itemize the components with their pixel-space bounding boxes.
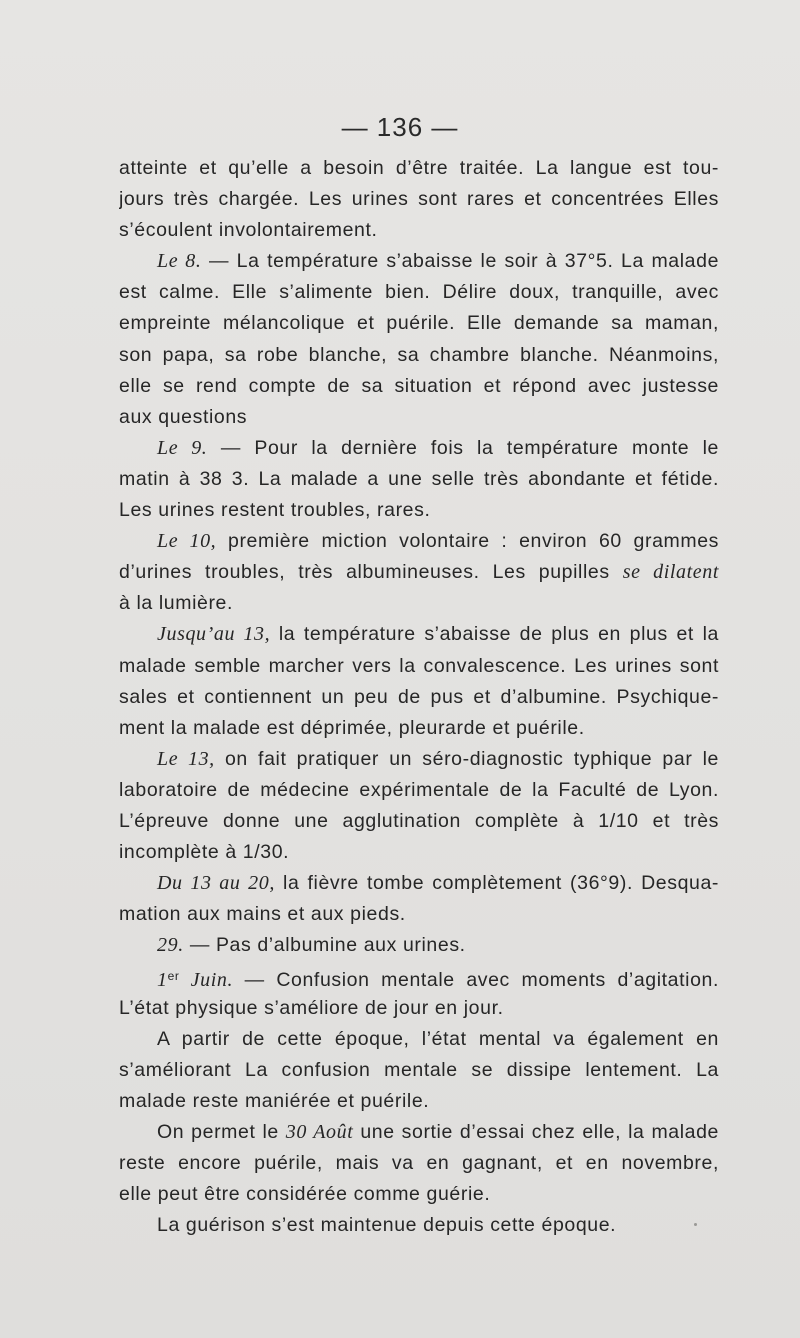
text-line <box>119 495 719 526</box>
text-segment: s’écoulent involontairement. <box>119 219 378 242</box>
italic-date: Le 10, <box>157 530 217 553</box>
text-segment: malade semble marcher vers la convalescence. Les urines sont <box>119 654 719 677</box>
text-line <box>119 308 719 339</box>
text-line <box>119 277 719 308</box>
text-segment: première miction volontaire : environ 60 grammes <box>216 530 719 553</box>
text-line <box>119 806 719 837</box>
text-line <box>119 340 719 371</box>
text-segment: — La température s’abaisse le soir à 37°5. La malade <box>201 250 719 273</box>
paper-speck <box>694 1223 697 1226</box>
page-number: — 136 — <box>341 112 459 142</box>
text-segment: La guérison s’est maintenue depuis cette époque. <box>157 1214 617 1237</box>
italic-date: Le 8. <box>157 250 202 273</box>
italic-date: Juin. <box>179 969 234 992</box>
text-line <box>119 588 719 619</box>
text-segment: atteinte et qu’elle a besoin d’être traitée. La langue est tou- <box>119 157 719 179</box>
text-segment: elle peut être considérée comme guérie. <box>119 1183 491 1206</box>
text-line <box>119 775 719 806</box>
text-segment: jours très chargée. Les urines sont rares et concentrées Elles <box>119 188 719 211</box>
text-line <box>119 1179 719 1210</box>
text-line <box>119 713 719 744</box>
text-segment: son papa, sa robe blanche, sa chambre blanche. Néanmoins, <box>119 343 719 366</box>
italic-date: 30 Août <box>285 1120 354 1143</box>
text-line <box>119 993 719 1024</box>
text-line <box>119 557 719 588</box>
text-line <box>119 184 719 215</box>
text-segment: à la lumière. <box>119 592 234 615</box>
text-segment: laboratoire de médecine expérimentale de la Faculté de Lyon. <box>119 778 719 801</box>
text-segment: elle se rend compte de sa situation et répond avec justesse <box>119 374 719 397</box>
italic-date: Jusqu’au 13, <box>157 623 271 646</box>
text-segment: — Pour la dernière fois la température monte le <box>207 436 719 459</box>
text-line <box>119 371 719 402</box>
text-line <box>119 961 719 992</box>
text-line <box>119 153 719 184</box>
italic-date: 29. <box>157 934 184 957</box>
text-line <box>119 464 719 495</box>
text-segment: On permet le <box>157 1120 286 1143</box>
text-segment: s’améliorant La confusion mentale se dissipe lentement. La <box>119 1058 719 1081</box>
text-line <box>119 619 719 650</box>
italic-date: 1 <box>157 969 168 992</box>
text-line <box>119 744 719 775</box>
text-segment: reste encore puérile, mais va en gagnant, et en novembre, <box>119 1152 719 1174</box>
text-segment: incomplète à 1/30. <box>119 841 290 864</box>
text-line <box>119 868 719 899</box>
text-line <box>119 402 719 433</box>
text-line <box>119 1117 719 1148</box>
text-segment: A partir de cette époque, l’état mental va également en <box>157 1027 719 1050</box>
text-segment: empreinte mélancolique et puérile. Elle demande sa maman, <box>119 312 719 335</box>
text-line <box>119 246 719 277</box>
italic-date: Le 9. <box>157 436 208 459</box>
italic-date: Du 13 au 20, <box>157 872 275 895</box>
text-segment: — Pas d’albumine aux urines. <box>183 934 466 957</box>
text-line <box>119 837 719 868</box>
text-segment: matin à 38 3. La malade a une selle très abondante et fétide. <box>119 467 719 490</box>
text-line <box>119 1086 719 1117</box>
text-segment: aux questions <box>119 405 248 428</box>
text-line <box>119 1210 719 1241</box>
italic-date: se dilatent <box>622 561 719 584</box>
text-line <box>119 526 719 557</box>
text-segment: une sortie d’essai chez elle, la malade <box>353 1120 719 1143</box>
text-line <box>119 1024 719 1055</box>
text-line <box>119 215 719 246</box>
text-segment: est calme. Elle s’alimente bien. Délire doux, tranquille, avec <box>119 281 719 304</box>
text-line <box>119 433 719 464</box>
text-segment: mation aux mains et aux pieds. <box>119 903 406 926</box>
text-line <box>119 682 719 713</box>
italic-date: Le 13, <box>157 747 215 770</box>
text-segment: — Confusion mentale avec moments d’agitation. <box>233 969 719 992</box>
text-segment: d’urines troubles, très albumineuses. Les pupilles <box>119 561 623 584</box>
text-line <box>119 1055 719 1086</box>
superscript: er <box>167 969 180 984</box>
text-segment: on fait pratiquer un séro-diagnostic typhique par le <box>214 747 719 770</box>
text-segment: la fièvre tombe complètement (36°9). Desqua- <box>274 872 719 895</box>
text-segment: la température s’abaisse de plus en plus et la <box>270 623 719 646</box>
text-line <box>119 651 719 682</box>
text-segment: ment la malade est déprimée, pleurarde et puérile. <box>119 716 585 739</box>
text-segment: L’état physique s’améliore de jour en jour. <box>119 996 504 1019</box>
text-line <box>119 899 719 930</box>
text-segment: sales et contiennent un peu de pus et d’albumine. Psychique- <box>119 685 719 708</box>
text-line <box>119 1148 719 1179</box>
text-segment: L’épreuve donne une agglutination complète à 1/10 et très <box>119 809 719 832</box>
text-segment: malade reste maniérée et puérile. <box>119 1089 430 1112</box>
text-segment: Les urines restent troubles, rares. <box>119 499 431 522</box>
text-line <box>119 930 719 961</box>
body-text <box>119 153 719 1241</box>
